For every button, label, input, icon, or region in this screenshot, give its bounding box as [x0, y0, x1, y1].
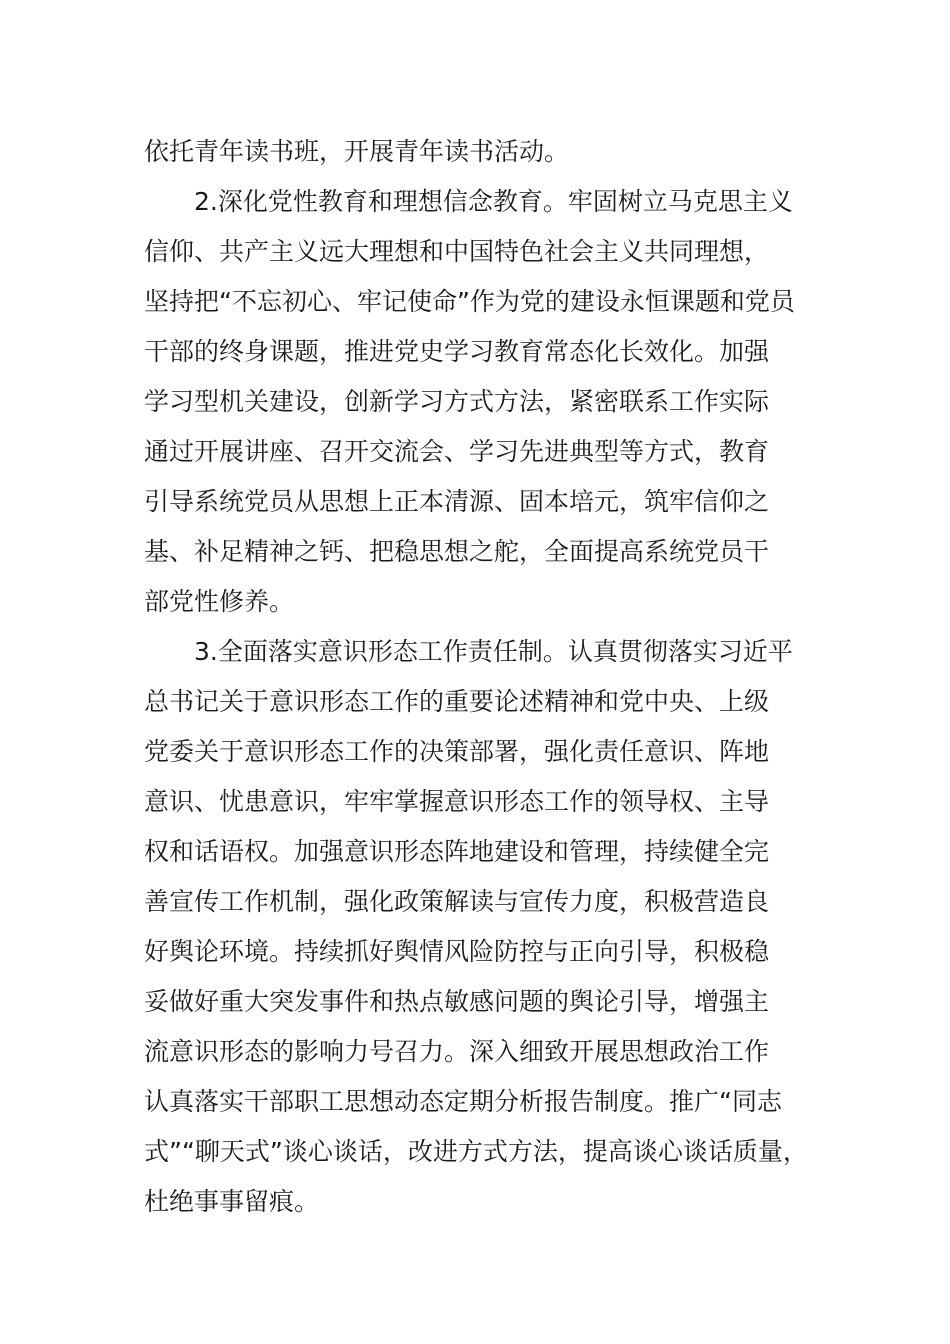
paragraph-line: 通过开展讲座、召开交流会、学习先进典型等方式，教育 [144, 437, 770, 466]
paragraph-line: 总书记关于意识形态工作的重要论述精神和党中央、上级 [144, 687, 770, 716]
paragraph-line: 意识、忧患意识，牢牢掌握意识形态工作的领导权、主导 [144, 787, 770, 816]
paragraph-line: 3.全面落实意识形态工作责任制。认真贯彻落实习近平 [194, 637, 793, 666]
paragraph-line: 基、补足精神之钙、把稳思想之舵，全面提高系统党员干 [144, 537, 770, 566]
paragraph-line: 好舆论环境。持续抓好舆情风险防控与正向引导，积极稳 [144, 937, 770, 966]
paragraph-line: 部党性修养。 [144, 587, 295, 616]
paragraph-reading-activities [144, 127, 834, 177]
paragraph-line: 2.深化党性教育和理想信念教育。牢固树立马克思主义 [194, 187, 793, 216]
paragraph-line: 坚持把“不忘初心、牢记使命”作为党的建设永恒课题和党员 [144, 287, 795, 316]
paragraph-party-education [144, 177, 834, 627]
paragraph-line: 妥做好重大突发事件和热点敏感问题的舆论引导，增强主 [144, 987, 770, 1016]
paragraph-line: 善宣传工作机制，强化政策解读与宣传力度，积极营造良 [144, 887, 770, 916]
paragraph-ideology-responsibility [144, 627, 834, 1227]
paragraph-line: 式”“聊天式”谈心谈话，改进方式方法，提高谈心谈话质量， [144, 1137, 808, 1166]
paragraph-line: 权和话语权。加强意识形态阵地建设和管理，持续健全完 [144, 837, 770, 866]
paragraph-line: 引导系统党员从思想上正本清源、固本培元，筑牢信仰之 [144, 487, 770, 516]
paragraph-line: 依托青年读书班，开展青年读书活动。 [144, 137, 570, 166]
paragraph-line: 流意识形态的影响力号召力。深入细致开展思想政治工作 [144, 1037, 770, 1066]
paragraph-line: 认真落实干部职工思想动态定期分析报告制度。推广“同志 [144, 1087, 782, 1116]
paragraph-line: 党委关于意识形态工作的决策部署，强化责任意识、阵地 [144, 737, 770, 766]
paragraph-line: 信仰、共产主义远大理想和中国特色社会主义共同理想， [144, 237, 770, 266]
paragraph-line: 学习型机关建设，创新学习方式方法，紧密联系工作实际 [144, 387, 770, 416]
document-body [144, 127, 834, 1227]
paragraph-line: 干部的终身课题，推进党史学习教育常态化长效化。加强 [144, 337, 770, 366]
paragraph-line: 杜绝事事留痕。 [144, 1187, 320, 1216]
